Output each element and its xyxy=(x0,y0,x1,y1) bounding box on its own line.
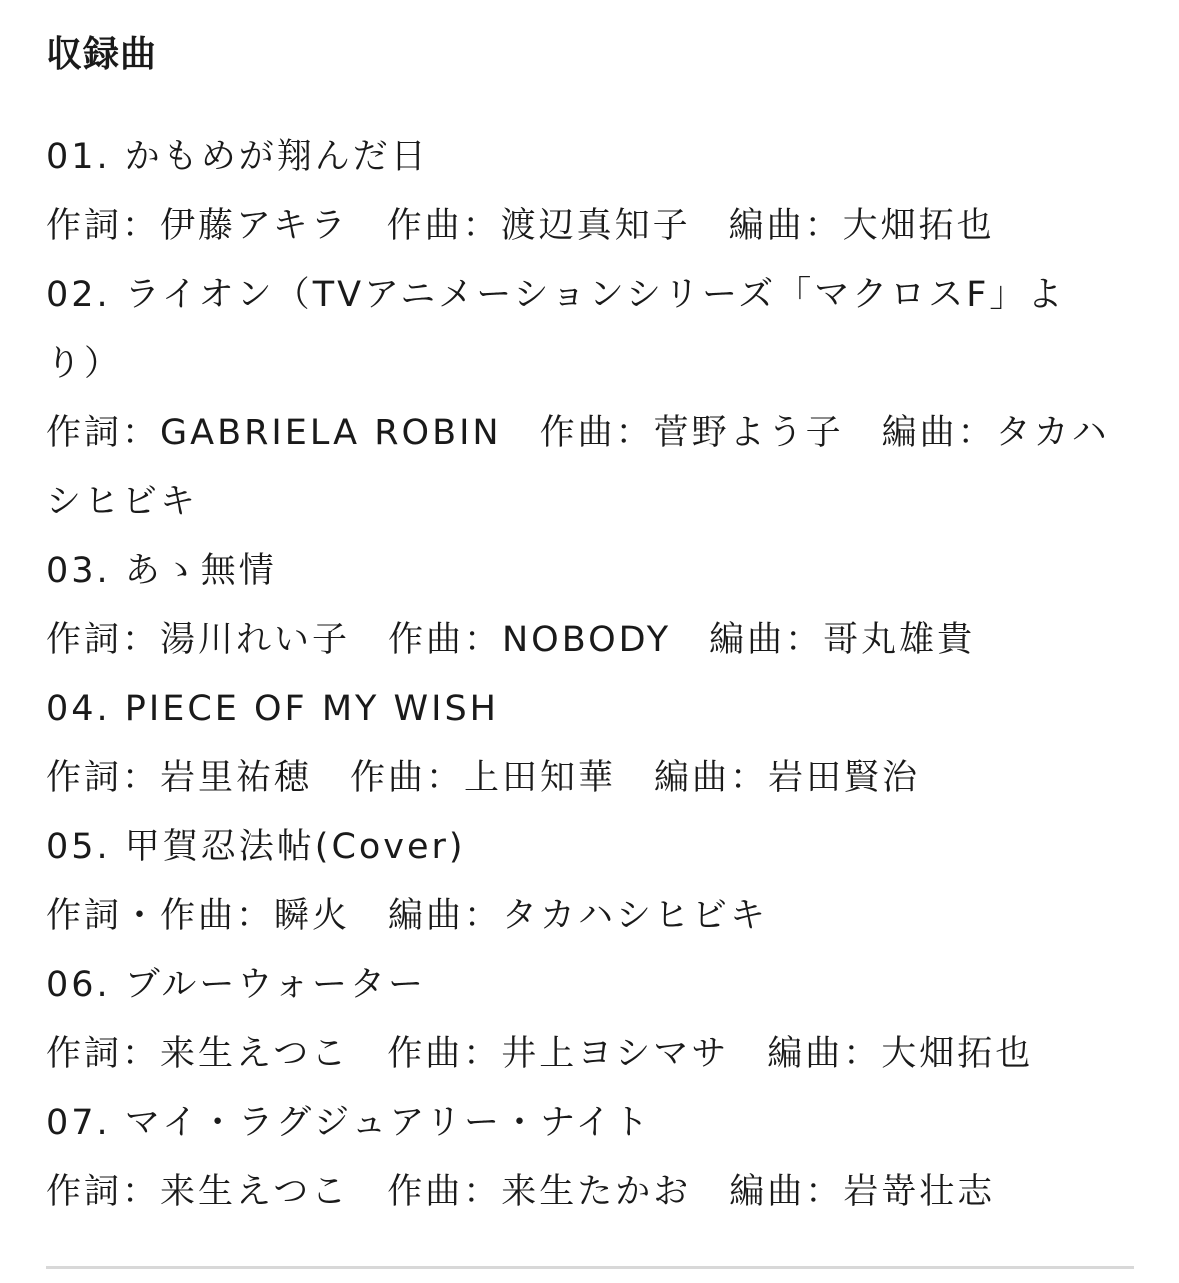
track-title: 05. 甲賀忍法帖(Cover) xyxy=(46,827,466,867)
track-title: 07. マイ・ラグジュアリー・ナイト xyxy=(46,1103,652,1143)
track-credits: 作詞：岩里祐穂 作曲：上田知華 編曲：岩田賢治 xyxy=(46,758,921,798)
track-credits: 作詞：湯川れい子 作曲：NOBODY 編曲：哥丸雄貴 xyxy=(46,620,976,660)
track-credits: 作詞：来生えつこ 作曲：井上ヨシマサ 編曲：大畑拓也 xyxy=(46,1034,1034,1074)
track-credits: 作詞：来生えつこ 作曲：来生たかお 編曲：岩嵜壮志 xyxy=(46,1172,996,1212)
track-title: 02. ライオン（TVアニメーションシリーズ「マクロスF」より） xyxy=(46,275,1066,384)
track-credits: 作詞・作曲：瞬火 編曲：タカハシヒビキ xyxy=(46,896,769,936)
track-title: 01. かもめが翔んだ日 xyxy=(46,137,429,177)
track-title: 04. PIECE OF MY WISH xyxy=(46,689,499,729)
track-credits: 作詞：伊藤アキラ 作曲：渡辺真知子 編曲：大畑拓也 xyxy=(46,206,995,246)
divider xyxy=(46,1266,1134,1269)
track-title: 06. ブルーウォーター xyxy=(46,965,426,1005)
track-list xyxy=(46,123,1116,1227)
track-credits: 作詞：GABRIELA ROBIN 作曲：菅野よう子 編曲：タカハシヒビキ xyxy=(46,413,1110,522)
track-title: 03. あゝ無情 xyxy=(46,551,277,591)
section-title: 収録曲 xyxy=(46,34,158,75)
